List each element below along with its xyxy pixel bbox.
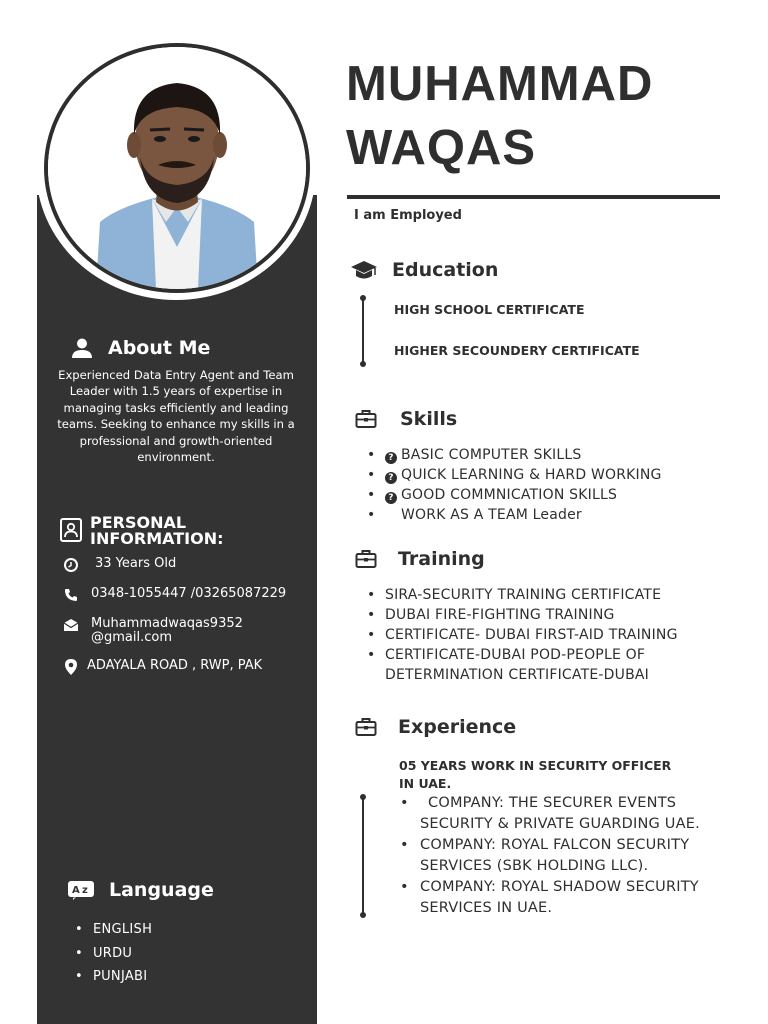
list-item: • COMPANY: ROYAL SHADOW SECURITY SERVICES IN UAE. — [400, 877, 730, 919]
experience-title: 05 YEARS WORK IN SECURITY OFFICER IN UAE. — [399, 758, 672, 791]
email-line2: @gmail.com — [91, 630, 173, 645]
education-item: HIGH SCHOOL CERTIFICATE — [394, 302, 585, 317]
personal-info-heading-line2: INFORMATION: — [90, 529, 224, 548]
experience-heading — [354, 715, 516, 739]
id-card-icon — [60, 518, 82, 542]
list-item: • COMPANY: THE SECURER EVENTS SECURITY & PRIVATE GUARDING UAE. — [400, 793, 730, 835]
phone-text[interactable]: 0348-1055447 /03265087229 — [91, 586, 287, 601]
language-heading — [67, 878, 214, 902]
language-item: • ENGLISH — [75, 918, 152, 942]
training-heading-label: Training — [398, 548, 485, 570]
question-icon: ? — [385, 452, 397, 464]
language-list — [75, 918, 152, 989]
age-row — [63, 557, 176, 573]
name-line1: MUHAMMAD — [346, 57, 654, 111]
full-name — [346, 52, 653, 180]
about-text: Experienced Data Entry Agent and Team Leader with 1.5 years of expertise in managing tasks efficiently and leading teams. Seeking to enhance my skills in a professional and growth-oriented environment. — [57, 368, 295, 465]
experience-heading-label: Experience — [398, 716, 517, 738]
svg-text:A: A — [72, 885, 80, 896]
list-item-continuation: DETERMINATION CERTIFICATE-DUBAI — [385, 667, 649, 683]
education-timeline — [362, 298, 364, 364]
training-list — [367, 585, 678, 685]
education-heading-label: Education — [392, 259, 499, 281]
graduation-cap-icon — [350, 258, 378, 282]
education-heading — [350, 258, 498, 282]
list-item: • CERTIFICATE- DUBAI FIRST-AID TRAINING — [367, 625, 678, 645]
list-item: • SIRA-SECURITY TRAINING CERTIFICATE — [367, 585, 678, 605]
profile-photo — [44, 43, 310, 293]
briefcase-icon — [354, 715, 378, 739]
svg-text:z: z — [82, 885, 88, 896]
question-icon: ? — [385, 492, 397, 504]
skills-list — [367, 445, 662, 525]
clock-icon — [63, 557, 79, 573]
phone-row — [63, 587, 286, 603]
experience-list — [400, 793, 730, 919]
translate-icon — [67, 878, 95, 902]
employment-status: I am Employed — [354, 208, 462, 223]
personal-info-heading-line1: PERSONAL — [90, 513, 187, 532]
question-icon: ? — [385, 472, 397, 484]
list-item: • WORK AS A TEAM Leader — [367, 505, 662, 525]
list-item: • COMPANY: ROYAL FALCON SECURITY SERVICES (SBK HOLDING LLC). — [400, 835, 730, 877]
language-item: • PUNJABI — [75, 965, 152, 989]
briefcase-icon — [354, 407, 378, 431]
briefcase-icon — [354, 547, 378, 571]
list-item: • DUBAI FIRE-FIGHTING TRAINING — [367, 605, 678, 625]
list-item: • ? QUICK LEARNING & HARD WORKING — [367, 465, 662, 485]
email-text[interactable] — [91, 617, 243, 645]
experience-timeline — [362, 797, 364, 915]
about-heading — [70, 336, 210, 360]
email-row — [63, 617, 243, 645]
list-item: • ? GOOD COMMNICATION SKILLS — [367, 485, 662, 505]
envelope-icon — [63, 617, 79, 633]
phone-icon — [63, 587, 79, 603]
address-text: ADAYALA ROAD , RWP, PAK — [87, 658, 263, 673]
personal-info-heading — [60, 515, 224, 547]
list-item: • CERTIFICATE-DUBAI POD-PEOPLE OF — [367, 645, 678, 665]
person-icon — [70, 336, 94, 360]
list-item: • ? BASIC COMPUTER SKILLS — [367, 445, 662, 465]
email-line1: Muhammadwaqas9352 — [91, 616, 243, 631]
address-row — [63, 659, 262, 675]
training-heading — [354, 547, 485, 571]
language-heading-label: Language — [109, 879, 214, 901]
about-heading-label: About Me — [108, 337, 211, 359]
education-item: HIGHER SECOUNDERY CERTIFICATE — [394, 343, 640, 358]
name-line2: WAQAS — [346, 121, 537, 175]
header-divider — [347, 195, 720, 199]
skills-heading — [354, 407, 457, 431]
language-item: • URDU — [75, 942, 152, 966]
location-pin-icon — [63, 659, 79, 675]
skills-heading-label: Skills — [400, 408, 458, 430]
age-text: 33 Years Old — [95, 556, 177, 571]
